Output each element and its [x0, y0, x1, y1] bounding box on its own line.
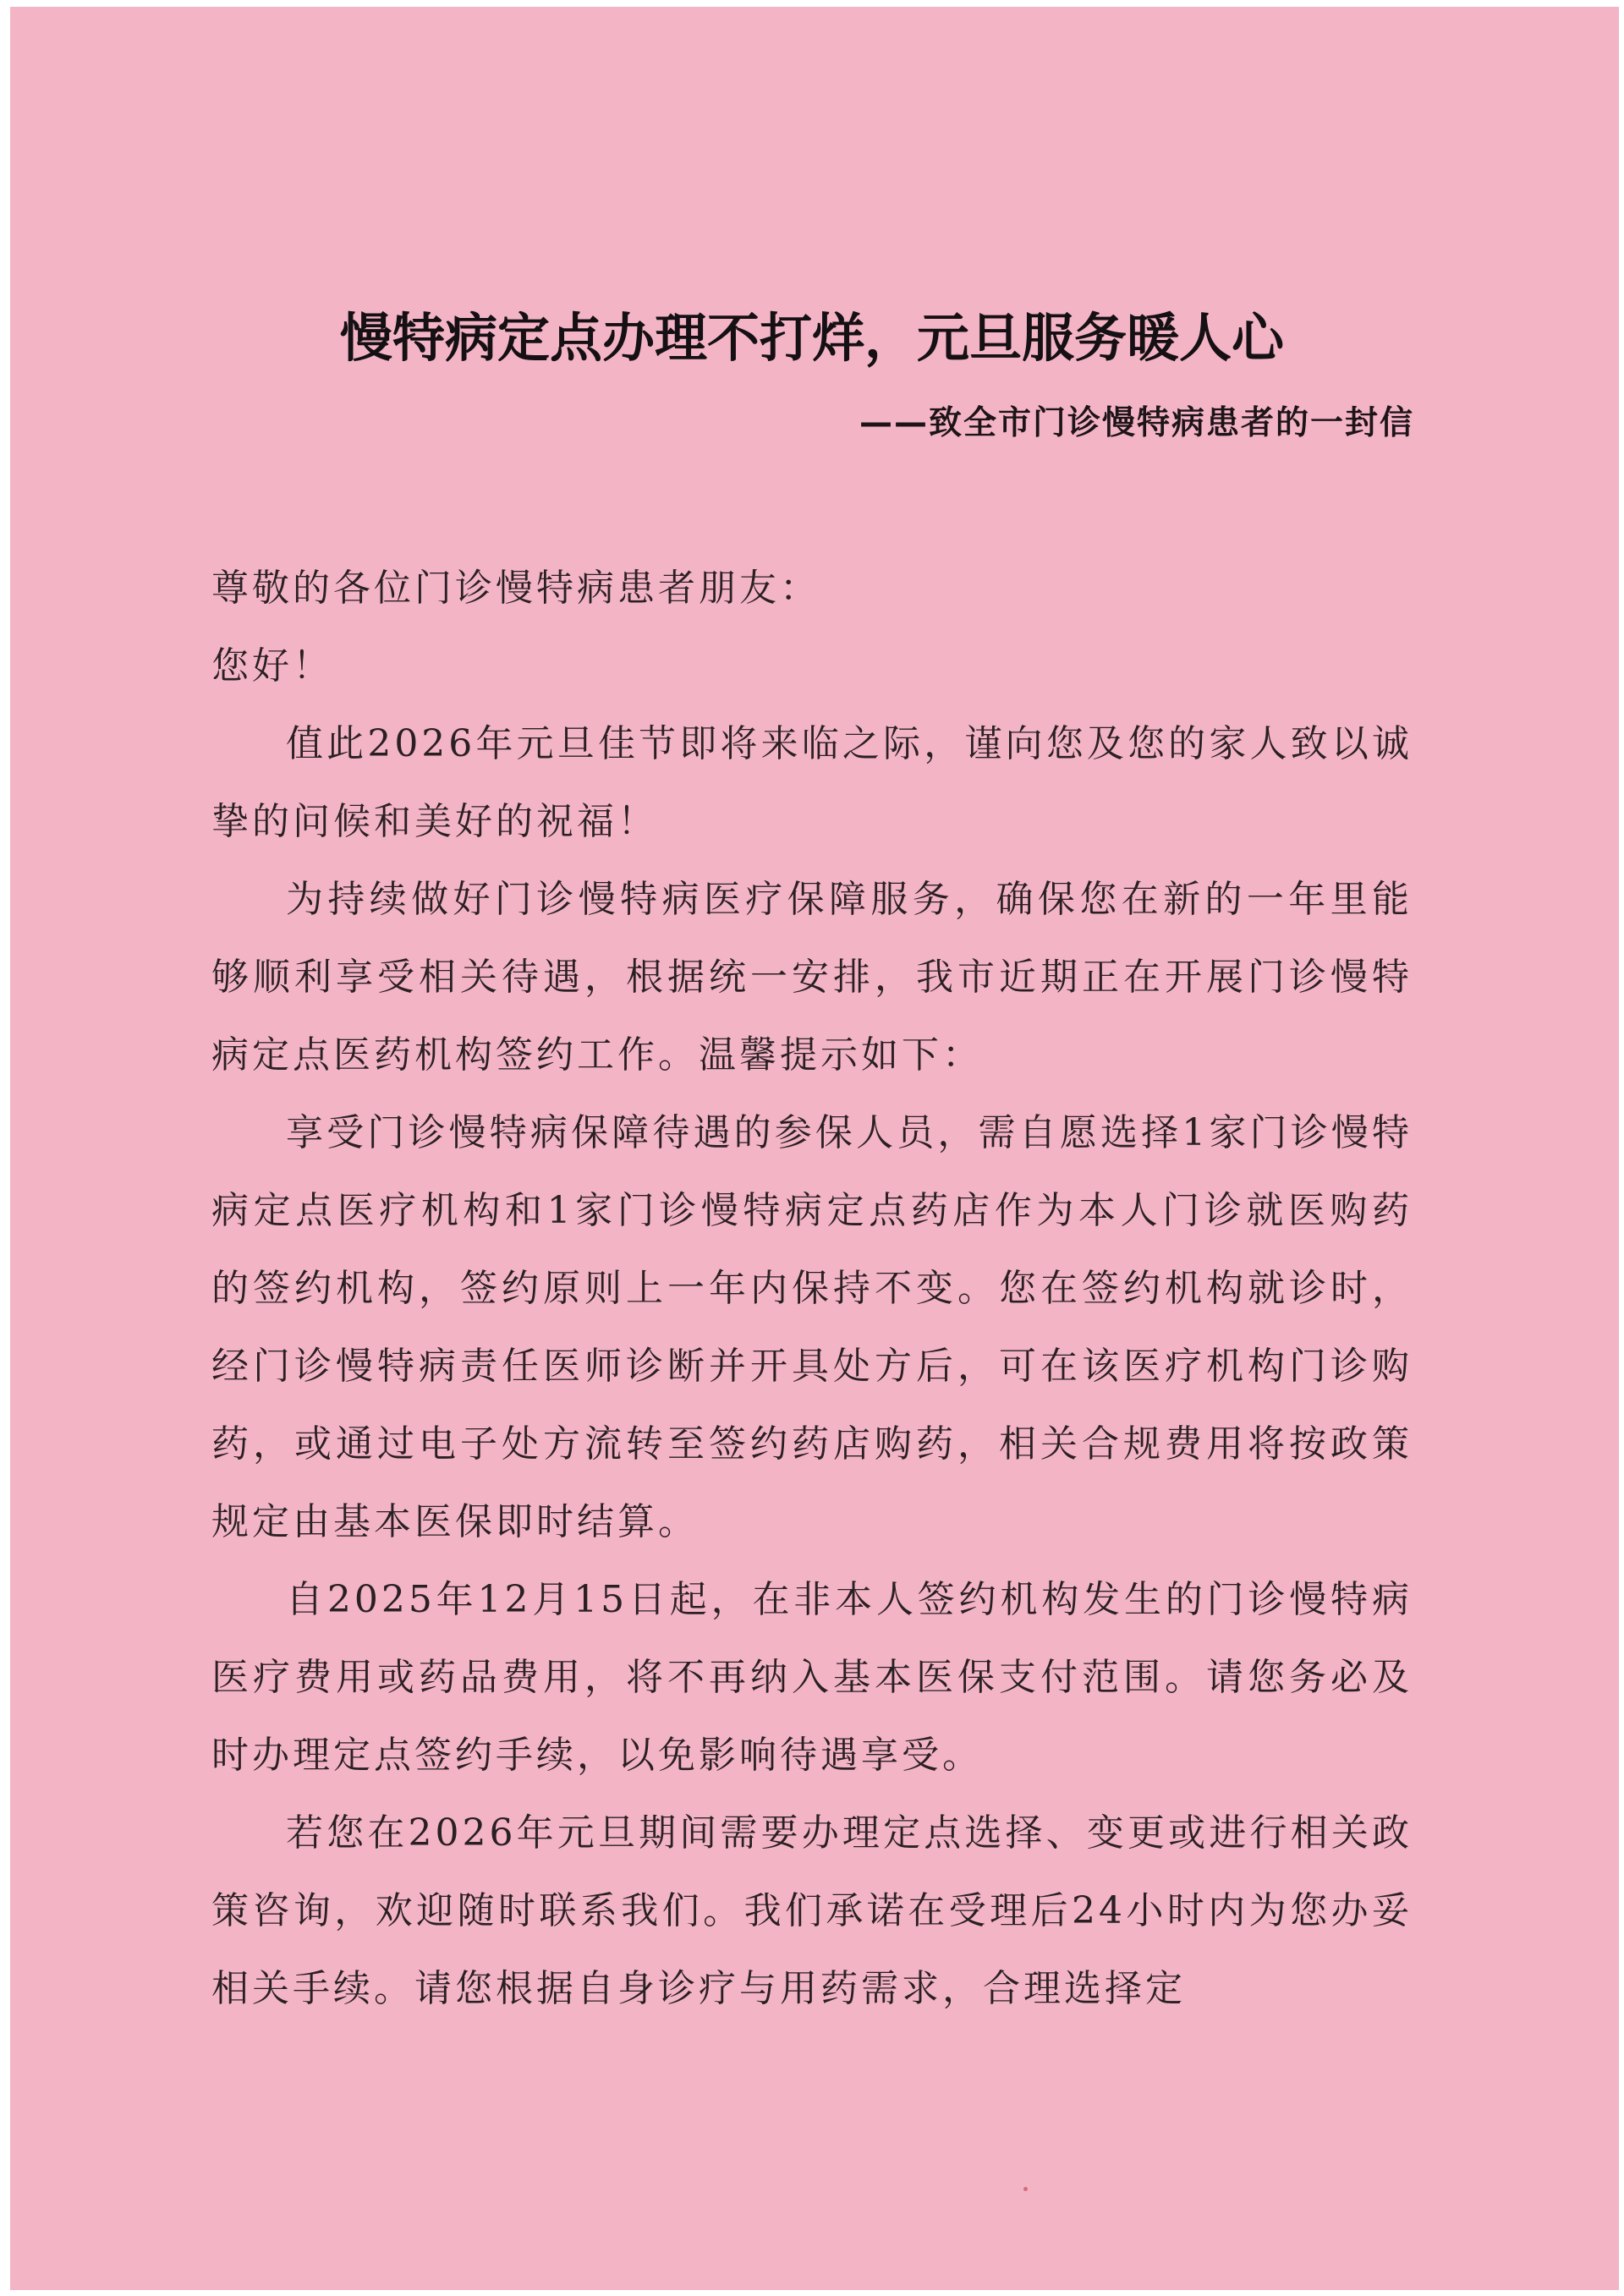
letter-subtitle: ——致全市门诊慢特病患者的一封信 [859, 404, 1414, 442]
paragraph-greeting-wishes: 值此2026年元旦佳节即将来临之际，谨向您及您的家人致以诚挚的问候和美好的祝福！ [211, 722, 1413, 843]
paragraph-effective-date: 自2025年12月15日起，在非本人签约机构发生的门诊慢特病医疗费用或药品费用，将不再纳入基本医保支付范围。请您务必及时办理定点签约手续，以免影响待遇享受。 [211, 1578, 1413, 1777]
greeting: 您好！ [211, 644, 333, 688]
letter-body [211, 550, 1413, 2028]
paragraph-holiday-service: 若您在2026年元旦期间需要办理定点选择、变更或进行相关政策咨询，欢迎随时联系我们。我们承诺在受理后24小时内为您办妥相关手续。请您根据自身诊疗与用药需求，合理选择定 [211, 1811, 1413, 2010]
salutation: 尊敬的各位门诊慢特病患者朋友： [211, 567, 820, 610]
paragraph-signing-work: 为持续做好门诊慢特病医疗保障服务，确保您在新的一年里能够顺利享受相关待遇，根据统一安排，我市近期正在开展门诊慢特病定点医药机构签约工作。温馨提示如下： [211, 878, 1413, 1077]
paper-speck [1023, 2187, 1028, 2191]
letter-title: 慢特病定点办理不打烊，元旦服务暖人心 [339, 307, 1284, 369]
paragraph-signing-rules: 享受门诊慢特病保障待遇的参保人员，需自愿选择1家门诊慢特病定点医疗机构和1家门诊慢特病定点药店作为本人门诊就医购药的签约机构，签约原则上一年内保持不变。您在签约机构就诊时，经门诊慢特病责任医师诊断并开具处方后，可在该医疗机构门诊购药，或通过电子处方流转至签约药店购药，相关合规费用将按政策规定由基本医保即时结算。 [211, 1111, 1413, 1543]
